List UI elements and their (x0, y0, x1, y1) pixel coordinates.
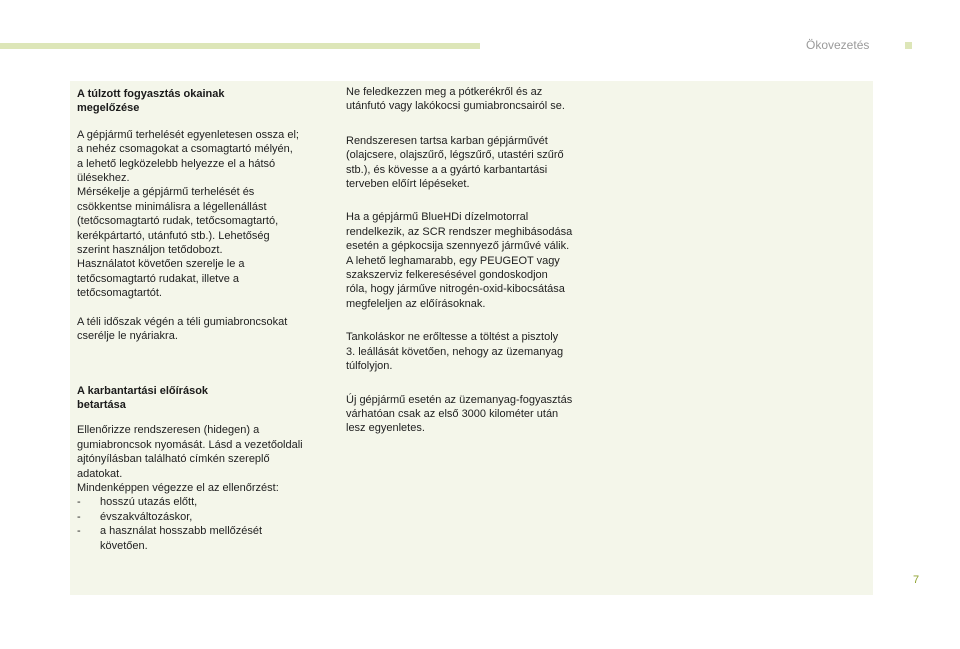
paragraph-spare-wheel: Ne feledkezzen meg a pótkerékről és az utánfutó vagy lakókocsi gumiabroncsairól se. (346, 86, 565, 113)
paragraph-new-vehicle: Új gépjármű esetén az üzemanyag-fogyasztás várhatóan csak az első 3000 kilométer után lesz egyenletes. (346, 393, 573, 435)
list-item: - hosszú utazás előtt, (77, 495, 339, 509)
check-list (77, 495, 339, 553)
right-column (346, 85, 608, 436)
content-panel (70, 81, 873, 595)
chapter-title: Ökovezetés (806, 38, 870, 52)
paragraph-servicing: Rendszeresen tartsa karban gépjárművét (olajcsere, olajszűrő, légszűrő, utastéri szűrő stb.), és kövesse a a gyártó karbantartási terveben előírt lépéseket. (346, 134, 564, 191)
list-item: - a használat hosszabb mellőzését követően. (77, 524, 339, 553)
section-body-winter-tyres: A téli időszak végén a téli gumiabroncsokat cserélje le nyáriakra. (77, 315, 288, 343)
page-number: 7 (913, 574, 920, 586)
list-item: - évszakváltozáskor, (77, 510, 339, 524)
header-marker-square (905, 42, 912, 49)
section-title-excess-consumption: A túlzott fogyasztás okainak megelőzése (77, 88, 225, 115)
section-title-maintenance: A karbantartási előírások betartása (77, 384, 209, 411)
section-body-tyre-pressure: Ellenőrizze rendszeresen (hidegen) a gumiabroncsok nyomását. Lásd a vezetőoldali ajtónyílásban található címkén szereplő adatokat. Mindenképpen végezze el az ellenőrzést: (77, 424, 303, 494)
header-accent-bar (0, 43, 480, 49)
section-body-load: A gépjármű terhelését egyenletesen ossza el; a nehéz csomagokat a csomagtartó mélyén, a lehető legközelebb helyezze el a hátsó ülésekhez. Mérsékelje a gépjármű terhelését és csökkentse minimálisra a légellenállást (tetőcsomagtartó rudak, tetőcsomagtartó, kerékpártartó, utánfutó stb.). Lehetőség szerint használjon tetődobozt. Használatot követően szerelje le a tetőcsomagtartó rudakat, illetve a tetőcsomagtartót. (77, 128, 299, 300)
paragraph-bluehdi-scr: Ha a gépjármű BlueHDi dízelmotorral rendelkezik, az SCR rendszer meghibásodása esetén a gépkocsija szennyező járművé válik. A lehető leghamarabb, egy PEUGEOT vagy szakszerviz felkeresésével gondoskodjon róla, hogy járműve nitrogén-oxid-kibocsátása megfeleljen az előírásoknak. (346, 211, 573, 310)
left-column (77, 87, 339, 553)
paragraph-refuelling: Tankoláskor ne erőltesse a töltést a pisztoly 3. leállását követően, nehogy az üzemanyag túlfolyjon. (346, 331, 564, 373)
